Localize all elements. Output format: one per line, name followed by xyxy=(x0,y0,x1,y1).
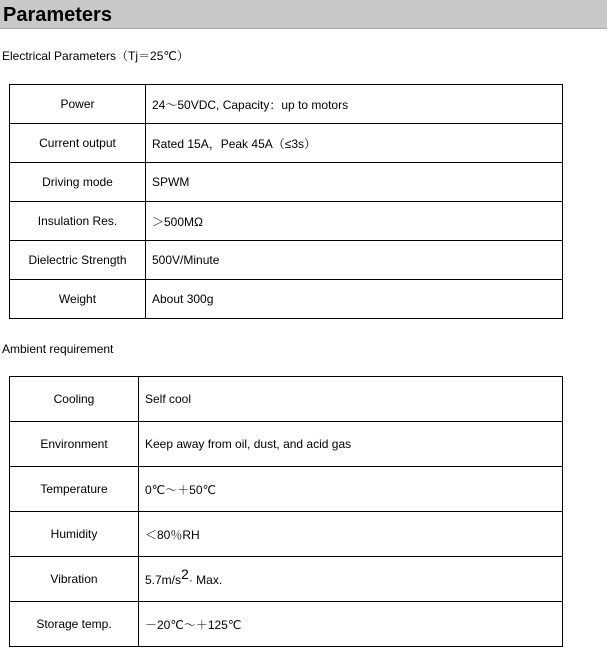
row-label: Dielectric Strength xyxy=(10,241,146,280)
ambient-requirement-table xyxy=(9,376,563,647)
electrical-parameters-table xyxy=(9,84,563,319)
table-row xyxy=(10,467,563,512)
row-value: About 300g xyxy=(146,280,563,319)
row-value: SPWM xyxy=(146,163,563,202)
row-label: Environment xyxy=(10,422,139,467)
row-value: ＞500MΩ xyxy=(146,202,563,241)
row-label: Temperature xyxy=(10,467,139,512)
header-bar xyxy=(0,0,607,29)
table-row xyxy=(10,124,563,163)
table-row xyxy=(10,85,563,124)
row-value xyxy=(139,557,563,602)
row-label: Insulation Res. xyxy=(10,202,146,241)
table-row xyxy=(10,377,563,422)
row-value: 500V/Minute xyxy=(146,241,563,280)
table-row xyxy=(10,602,563,647)
row-value: Keep away from oil, dust, and acid gas xyxy=(139,422,563,467)
row-label: Current output xyxy=(10,124,146,163)
row-label: Cooling xyxy=(10,377,139,422)
table-row xyxy=(10,422,563,467)
vibration-exponent: 2 xyxy=(181,566,189,582)
row-label: Storage temp. xyxy=(10,602,139,647)
row-value: Self cool xyxy=(139,377,563,422)
row-label: Humidity xyxy=(10,512,139,557)
row-value: 0℃～＋50℃ xyxy=(139,467,563,512)
row-value: 24～50VDC, Capacity：up to motors xyxy=(146,85,563,124)
row-value: ＜80％RH xyxy=(139,512,563,557)
table-row xyxy=(10,557,563,602)
row-value: －20℃～＋125℃ xyxy=(139,602,563,647)
row-label: Power xyxy=(10,85,146,124)
page-title: Parameters xyxy=(3,4,112,26)
table-row xyxy=(10,163,563,202)
table-row xyxy=(10,512,563,557)
row-label: Vibration xyxy=(10,557,139,602)
electrical-section-title: Electrical Parameters（Tj＝25℃） xyxy=(2,49,189,63)
table-row xyxy=(10,280,563,319)
row-value: Rated 15A，Peak 45A（≤3s） xyxy=(146,124,563,163)
row-label: Driving mode xyxy=(10,163,146,202)
ambient-section-title: Ambient requirement xyxy=(2,342,114,356)
vibration-suffix: · Max. xyxy=(188,573,223,587)
table-row xyxy=(10,241,563,280)
vibration-value: 5.7m/s xyxy=(145,573,182,587)
table-row xyxy=(10,202,563,241)
row-label: Weight xyxy=(10,280,146,319)
